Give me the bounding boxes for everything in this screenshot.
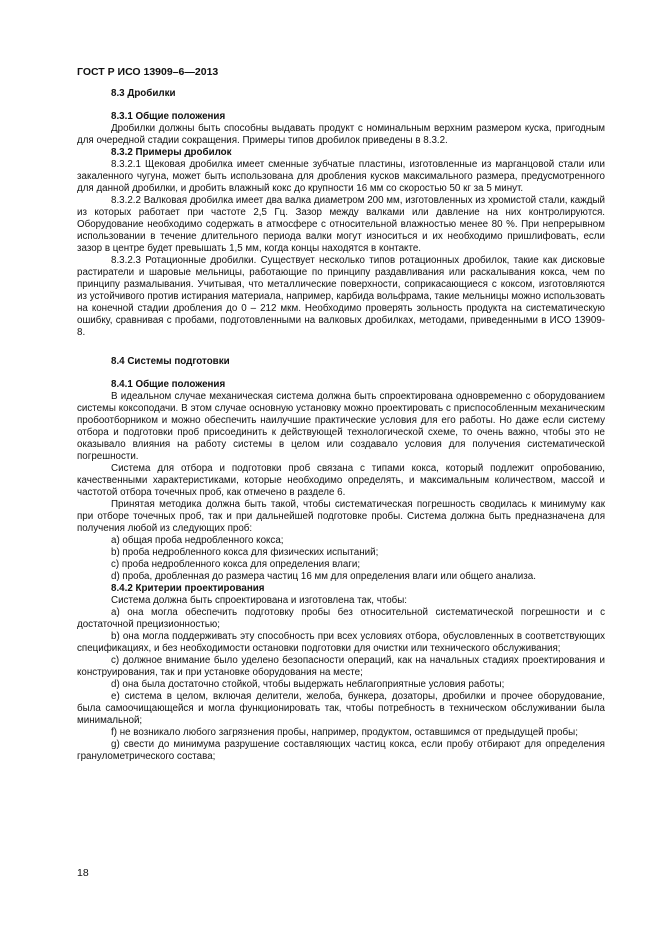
list-item: c) проба недробленного кокса для определения влаги;: [111, 559, 361, 570]
paragraph-8-4-1-c: Принятая методика должна быть такой, чтобы систематическая погрешность сводилась к минимуму как при отборе точечных проб, так и при дальнейшей подготовке пробы. Система должна быть предназначена для получения любой из следующих проб:: [77, 499, 605, 534]
section-8-3-1-text: Дробилки должны быть способны выдавать продукт с номинальным верхним размером куска, пригодным для очередной стадии сокращения. Примеры типов дробилок приведены в 8.3.2.: [77, 123, 605, 146]
section-8-3-1-title: 8.3.1 Общие положения: [111, 111, 226, 122]
list-item: e) система в целом, включая делители, желоба, бункера, дозаторы, дробилки и прочее оборудование, была самоочищающейся и могла функционировать так, чтобы потребность в техническом обслуживании была минимальной;: [77, 691, 605, 726]
section-8-3-title: 8.3 Дробилки: [111, 88, 176, 99]
document-body: [77, 88, 605, 763]
list-item: a) она могла обеспечить подготовку пробы без относительной систематической погрешности и с достаточной прецизионностью;: [77, 607, 605, 630]
list-item: d) проба, дробленная до размера частиц 16 мм для определения влаги или общего анализа.: [111, 571, 536, 582]
standard-header: ГОСТ Р ИСО 13909–6—2013: [77, 66, 219, 78]
list-item: f) не возникало любого загрязнения пробы, например, продуктом, оставшимся от предыдущей пробы;: [111, 727, 578, 738]
list-item: b) проба недробленного кокса для физических испытаний;: [111, 547, 379, 558]
section-8-3-2-title: 8.3.2 Примеры дробилок: [111, 147, 232, 158]
paragraph-8-4-2-intro: Система должна быть спроектирована и изготовлена так, чтобы:: [111, 595, 408, 606]
paragraph-8-3-2-1: 8.3.2.1 Щековая дробилка имеет сменные зубчатые пластины, изготовленные из марганцовой стали или закаленного чугуна, может быть использована для дробления кусков максимального размера, предусмотренного для данной дробилки, и дробить влажный кокс до крупности 16 мм со скоростью 50 кг за 5 минут.: [77, 159, 605, 194]
paragraph-8-3-2-2: 8.3.2.2 Валковая дробилка имеет два валка диаметром 200 мм, изготовленных из хромистой стали, каждый из которых работает при частоте 2,5 Гц. Зазор между валками или давление на них контролируются. Оборудование необходимо содержать в атмосфере с относительной влажностью менее 80 %. При непрерывном использовании в течение длительного периода валки могут износиться и их необходимо пришлифовать, если зазор в центре будет превышать 1,5 мм, когда концы находятся в контакте.: [77, 195, 605, 254]
list-item: g) свести до минимума разрушение составляющих частиц кокса, если пробу отбирают для определения гранулометрического состава;: [77, 739, 605, 762]
list-item: a) общая проба недробленного кокса;: [111, 535, 284, 546]
list-item: d) она была достаточно стойкой, чтобы выдержать неблагоприятные условия работы;: [111, 679, 505, 690]
paragraph-8-4-1-b: Система для отбора и подготовки проб связана с типами кокса, который подлежит опробованию, качественными характеристиками, которые необходимо определять, и максимальным количеством, массой и частотой отбора точечных проб, как отмечено в разделе 6.: [77, 463, 605, 498]
section-8-4-1-title: 8.4.1 Общие положения: [111, 379, 226, 390]
paragraph-8-3-2-3: 8.3.2.3 Ротационные дробилки. Существует несколько типов ротационных дробилок, такие как дисковые растиратели и шаровые мельницы, работающие по принципу раздавливания или раскалывания кокса, чем по принципу размалывания. Учитывая, что металлические поверхности, соприкасающиеся с коксом, изготовляются из устойчивого против истирания материала, например, карбида вольфрама, такие мельницы можно использовать на конечной стадии дробления до 0 – 212 мкм. Необходимо проверять зольность продукта на систематическую ошибку, сравнивая с пробами, подготовленными на валковых дробилках, методами, приведенными в ИСО 13909-8.: [77, 255, 605, 338]
page-number: 18: [77, 867, 89, 879]
section-8-4-title: 8.4 Системы подготовки: [111, 356, 230, 367]
list-item: b) она могла поддерживать эту способность при всех условиях отбора, обусловленных в соответствующих спецификациях, и без необходимости остановки подготовки для очистки или технического обслуживания;: [77, 631, 605, 654]
paragraph-8-4-1-a: В идеальном случае механическая система должна быть спроектирована одновременно с оборудованием системы коксоподачи. В этом случае основную установку можно проектировать с приспособленным механическим пробоотборником и можно обеспечить наилучшие практические условия для его работы. Но даже если систему отбора и подготовки проб присоединить к действующей технологической схеме, то очень важно, чтобы это не оказывало влияния на работу системы в целом или создавало условия для получения систематической погрешности.: [77, 391, 605, 462]
list-item: c) должное внимание было уделено безопасности операций, как на начальных стадиях проектирования и конструирования, так и при установке оборудования на месте;: [77, 655, 605, 678]
section-8-4-2-title: 8.4.2 Критерии проектирования: [111, 583, 265, 594]
